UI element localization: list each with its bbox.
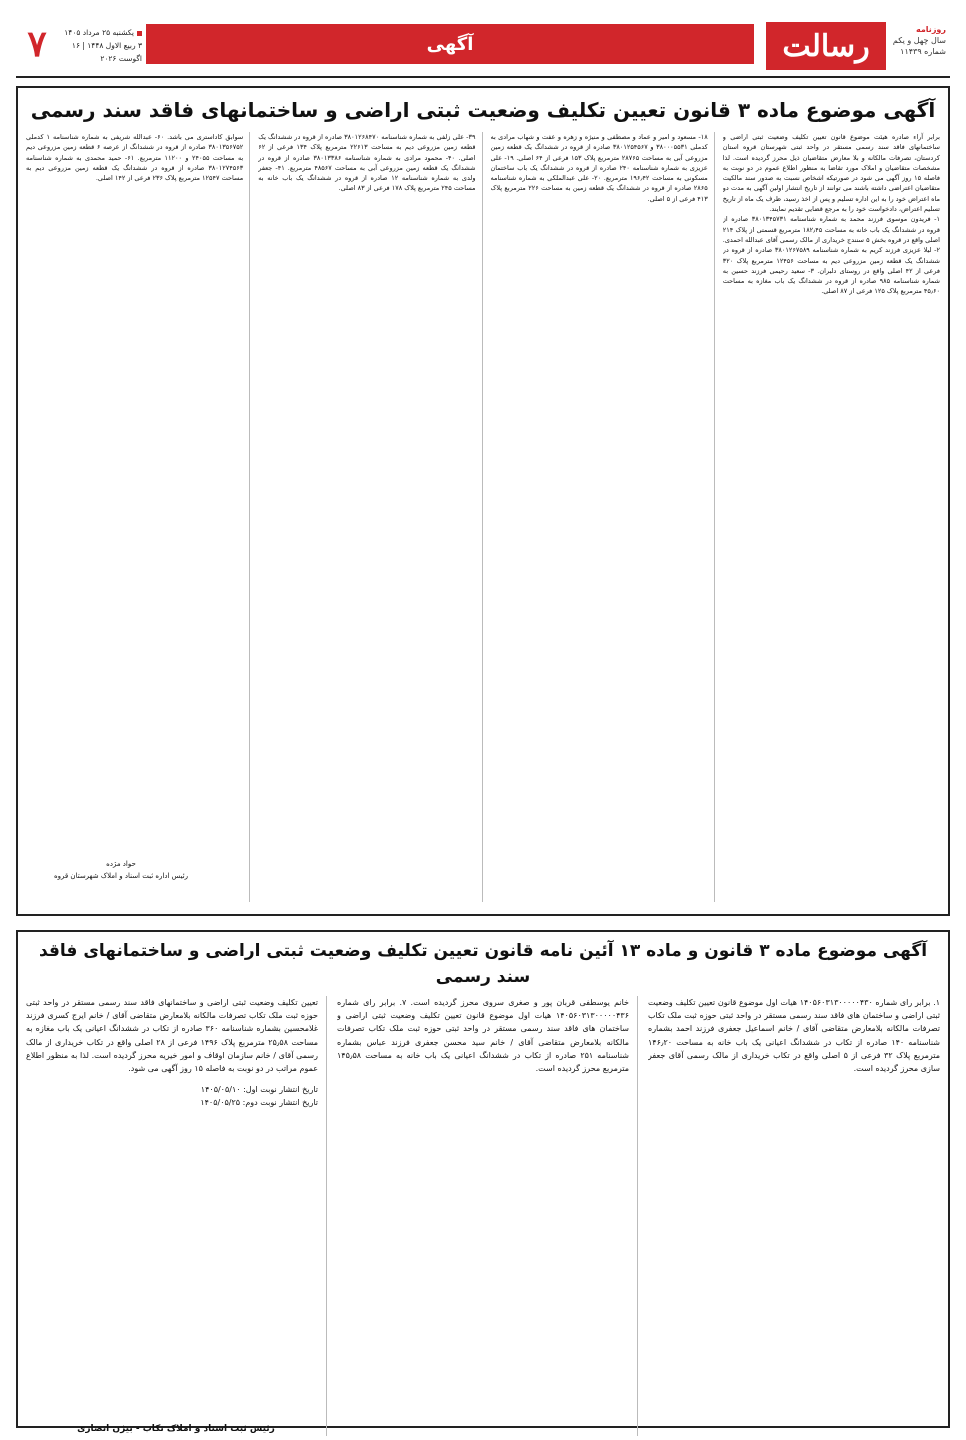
notice1-title: آگهی موضوع ماده ۳ قانون تعیین تکلیف وضعیت ثبتی اراضی و ساختمانهای فاقد سند رسمی — [30, 98, 936, 122]
notice2-title: آگهی موضوع ماده ۳ قانون و ماده ۱۳ آئین نامه قانون تعیین تکلیف وضعیت ثبتی اراضی و ساختمانهای فاقد سند رسمی — [38, 941, 928, 987]
notice2-columns — [26, 996, 940, 1436]
notice1-columns — [26, 132, 940, 902]
notice1-column-1 — [723, 132, 940, 902]
notice1-signer-name: حواد مژده — [106, 860, 136, 868]
logo-text: رسالت — [782, 28, 870, 64]
issue-dates — [56, 26, 142, 65]
page-number: ۷ — [27, 23, 47, 65]
notice1-column-4 — [26, 132, 250, 902]
logo-side-info — [890, 24, 946, 57]
section-bar — [146, 24, 754, 64]
notice1-items-col2: ۱۸- مسعود و امیر و عماد و مصطفی و منیژه و زهره و عفت و شهاب مرادی به کدملی ۳۸۰۰۰۵۵۳۱ و ۳۸۰۱۲۵۴۵۶۷ صادره از قروه در ششدانگ یک قطعه زمین مزروعی آبی به مساحت ۲۸۷۶۵ مترمربع پلاک ۱۵۳ فرعی از ۶۴ اصلی. ۱۹- علی عزیزی به شماره شناسنامه ۲۴۰ صادره از قروه در ششدانگ یک باب ساختمان مسکونی به مساحت ۱۹۶٫۴۲ مترمربع. ۲۰- علی عبدالملکی به شماره شناسنامه ۲۸۶۵ صادره از قروه در ششدانگ یک قطعه زمین به مساحت ۲۲۶ مترمربع پلاک ۴۱۳ فرعی از ۵ اصلی. — [490, 133, 708, 203]
notice1-signature — [36, 858, 206, 882]
notice1-items-col3: ۳۹- علی زلفی به شماره شناسنامه ۳۸۰۱۲۶۸۴۷۰ صادره از قروه در ششدانگ یک قطعه زمین مزروعی دیم به مساحت ۲۲۶۱۳ مترمربع پلاک ۱۳۴ فرعی از ۶۲ اصلی. ۴۰- محمود مرادی به شماره شناسنامه ۳۸۰۱۳۳۸۶ صادره از قروه در ششدانگ یک قطعه زمین مزروعی آبی به مساحت ۴۸۵۶۷ مترمربع. ۴۱- جعفر ولدی به شماره شناسنامه ۱۲ صادره از قروه در ششدانگ یک باب خانه به مساحت ۲۴۵ مترمربع پلاک ۱۷۸ فرعی از ۸۳ اصلی. — [258, 133, 476, 193]
notice2-date2: تاریخ انتشار نوبت دوم: ۱۴۰۵/۰۵/۲۵ — [200, 1098, 318, 1108]
notice2-column-2 — [337, 996, 638, 1436]
notice2-column-1 — [648, 996, 940, 1436]
date-line2: ۳ ربیع الاول ۱۴۴۸ | ۱۶ اگوست ۲۰۲۶ — [71, 41, 142, 63]
notice1-items-col4: سوابق کاداستری می باشد. ۶۰- عبدالله شریفی به شماره شناسنامه ۱ کدملی ۳۸۰۱۳۵۶۷۵۲ صادره از قروه در ششدانگ از عرصه ۶ قطعه زمین مزروعی دیم به مساحت ۲۴۰۵۵ و ۱۱۲۰۰ مترمربع. ۶۱- حمید محمدی به شماره شناسنامه ۳۸۰۱۲۷۴۵۶۳ صادره از قروه در ششدانگ یک قطعه زمین مزروعی دیم به مساحت ۱۲۵۴۷ مترمربع پلاک ۲۳۶ فرعی از ۱۴۲ اصلی. — [26, 133, 244, 183]
date-bullet-icon — [137, 31, 142, 36]
notice2-column-3 — [26, 996, 327, 1436]
notice1-items-col1: ۱- فریدون موسوی فرزند محمد به شماره شناسنامه ۳۸۰۱۳۴۵۷۳۱ صادره از قروه در ششدانگ یک باب خانه به مساحت ۱۸۲٫۴۵ مترمربع قسمتی از پلاک ۲۱۴ اصلی واقع در قروه بخش ۵ سنندج خریداری از مالک رسمی آقای عبدالله احمدی. ۲- لیلا عزیزی فرزند کریم به شماره شناسنامه ۳۸۰۱۲۶۷۵۸۹ صادره از قروه در ششدانگ یک قطعه زمین مزروعی دیم به مساحت ۱۲۴۵۶ مترمربع پلاک ۳۲۰ فرعی از ۴۲ اصلی واقع در روستای دلبران. ۳- سعید رحیمی فرزند حسین به شماره شناسنامه ۹۸۵ صادره از قروه در ششدانگ یک باب مغازه به مساحت ۴۵٫۶۰ مترمربع پلاک ۱۲۵ فرعی از ۸۷ اصلی. — [722, 215, 940, 296]
section-title: آگهی — [426, 33, 474, 55]
notice1-intro: برابر آراء صادره هیئت موضوع قانون تعیین تکلیف وضعیت ثبتی اراضی و ساختمانهای فاقد سند رسمی مستقر در واحد ثبتی شهرستان قروه استان کردستان، تصرفات مالکانه و بلا معارض متقاضیان ذیل محرز گردیده است. لذا مشخصات متقاضیان و املاک مورد تقاضا به منظور اطلاع عموم در دو نوبت به فاصله ۱۵ روز آگهی می شود در صورتیکه اشخاص نسبت به صدور سند مالکیت متقاضیان اعتراضی داشته باشند می توانند از تاریخ انتشار اولین آگهی به مدت دو ماه اعتراض خود را به این اداره تسلیم و پس از اخذ رسید، ظرف یک ماه از تاریخ تسلیم اعتراض، دادخواست خود را به مرجع قضایی تقدیم نمایند. — [722, 133, 940, 214]
notice2-text-col3: تعیین تکلیف وضعیت ثبتی اراضی و ساختمانهای فاقد سند رسمی مستقر در واحد ثبتی حوزه ثبت ملک تکاب تصرفات مالکانه بلامعارض متقاضی آقای / خانم ایرج کسری فرزند غلامحسین بشماره شناسنامه ۳۶۰ صادره از تکاب در ششدانگ اعیانی یک باب مغازه به مساحت ۲۵٫۵۸ مترمربع پلاک ۱۴۹۶ فرعی از ۲۸ اصلی واقع در تکاب خریداری از مالک رسمی آقای / خانم سازمان اوقاف و امور خیریه محرز گردیده است. لذا به منظور اطلاع عموم مراتب در دو نوبت به فاصله ۱۵ روز آگهی می شود. — [26, 998, 318, 1074]
notice2-dates — [26, 1083, 318, 1109]
side-line1: سال چهل و یکم — [892, 36, 946, 45]
notice2-date1: تاریخ انتشار نوبت اول: ۱۴۰۵/۰۵/۱۰ — [200, 1085, 318, 1095]
notice1-signer-title: رئیس اداره ثبت اسناد و املاک شهرستان قروه — [53, 872, 189, 880]
masthead — [16, 14, 950, 78]
side-line2: شماره ۱۱۴۳۹ — [900, 47, 946, 56]
notice-article-3 — [16, 86, 950, 916]
notice1-column-2 — [491, 132, 715, 902]
date-line1: یکشنبه ۲۵ مرداد ۱۴۰۵ — [64, 28, 134, 37]
newspaper-logo — [766, 22, 886, 70]
notice2-text-col1: ۱. برابر رای شماره ۱۴۰۵۶۰۳۱۳۰۰۰۰۰۴۳۰ هیات اول موضوع قانون تعیین تکلیف وضعیت ثبتی اراضی و ساختمان های فاقد سند رسمی مستقر در واحد ثبتی حوزه ثبت ملک تکاب تصرفات مالکانه بلامعارض متقاضی آقای / خانم اسماعیل جعفری فرزند احمد بشماره شناسنامه ۱۴۰ صادره از تکاب در ششدانگ اعیانی یک باب خانه به مساحت ۱۴۶٫۲۰ مترمربع پلاک ۳۲ فرعی از ۵ اصلی واقع در تکاب خریداری از مالک رسمی آقای جعفر سازی محرز گردیده است. — [648, 998, 940, 1074]
notice-article-13 — [16, 930, 950, 1434]
notice2-signature: رئیس ثبت اسناد و املاک تکاب - بیژن انصاری — [77, 1424, 275, 1434]
side-brand: روزنامه — [916, 25, 946, 34]
notice1-column-3 — [258, 132, 482, 902]
notice2-text-col2: خانم یوسطفی قربان پور و صغری سروی محرز گردیده است. ۷. برابر رای شماره ۱۴۰۵۶۰۳۱۳۰۰۰۰۰۴۳۶ هیات اول موضوع قانون تعیین تکلیف وضعیت ثبتی اراضی و ساختمان های فاقد سند رسمی مستقر در واحد ثبتی حوزه ثبت ملک تکاب تصرفات مالکانه بلامعارض متقاضی آقای / خانم سید محسن جعفری فرزند عباس بشماره شناسنامه ۲۵۱ صادره از تکاب در ششدانگ اعیانی یک باب خانه به مساحت ۱۴۵٫۵۸ مترمربع محرز گردیده است. — [337, 998, 629, 1074]
